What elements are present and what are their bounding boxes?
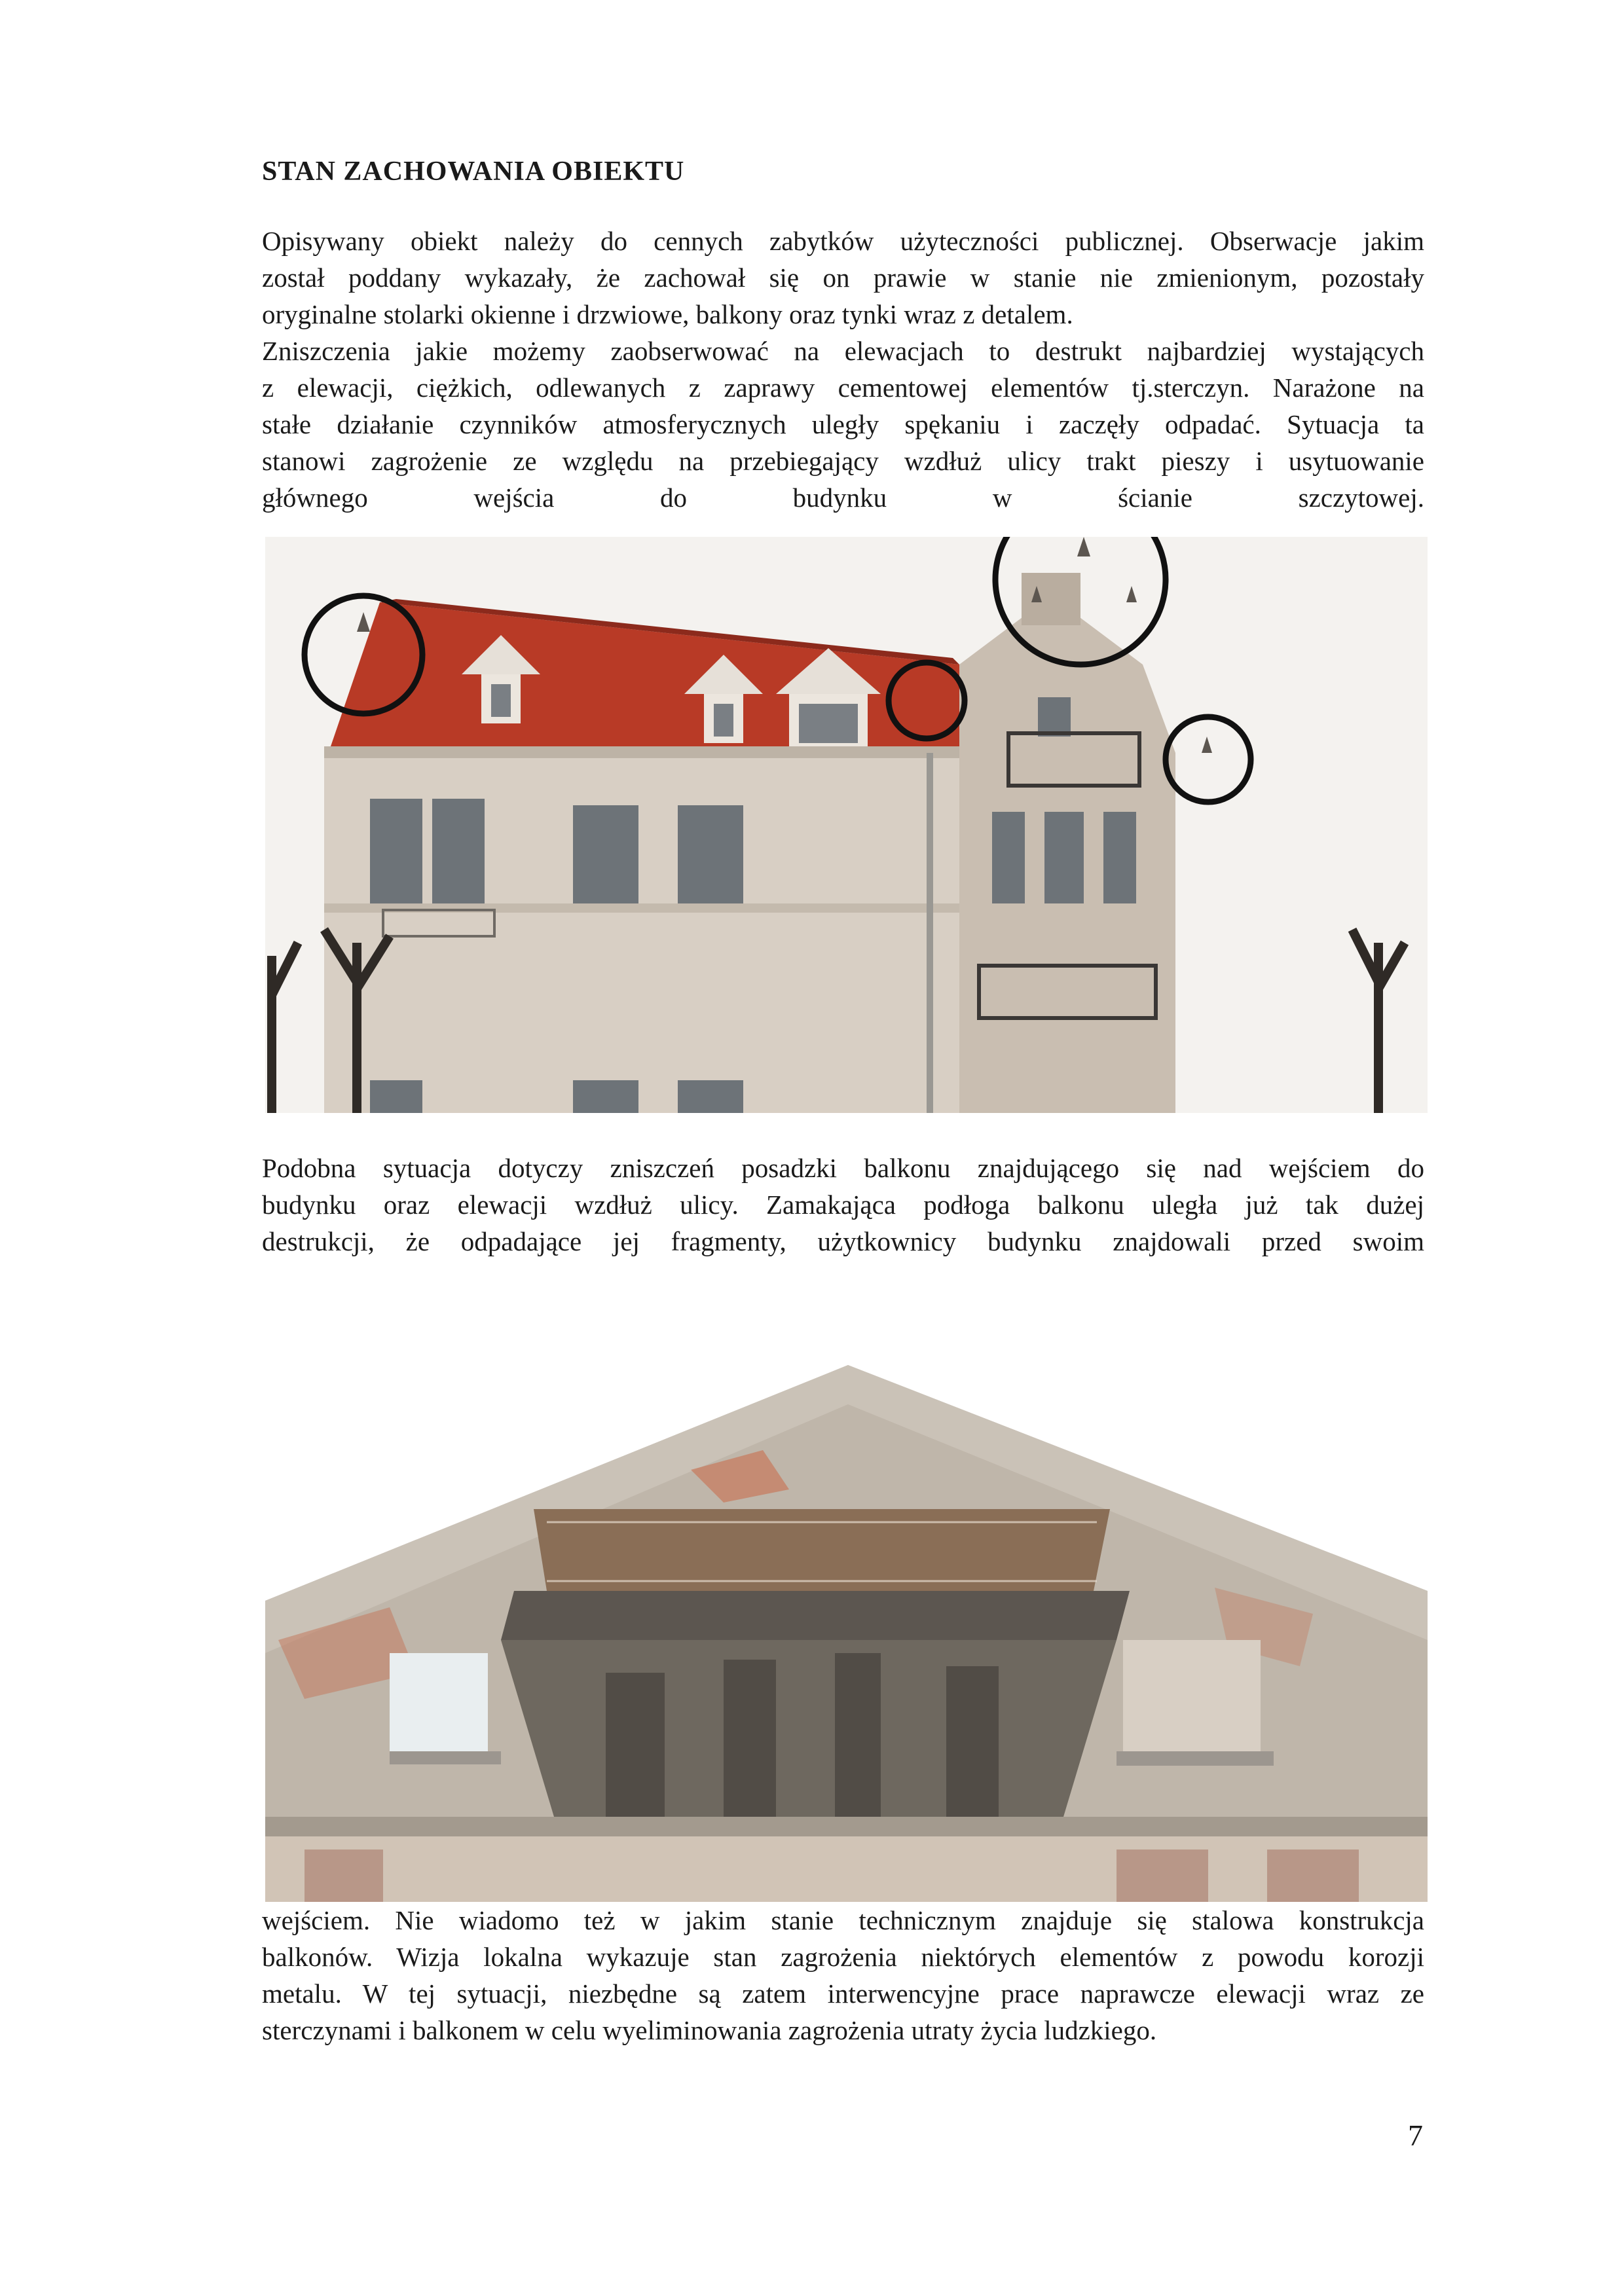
text-line: balkonów. Wizja lokalna wykazuje stan zagrożenia niektórych elementów z powodu korozji xyxy=(262,1942,1424,1972)
text-line: głównego wejścia do budynku w ścianie szczytowej. xyxy=(262,483,1424,513)
paragraph-balcony xyxy=(262,1150,1424,1260)
text-line: budynku oraz elewacji wzdłuż ulicy. Zamakająca podłoga balkonu uległa już tak dużej xyxy=(262,1190,1424,1220)
text-line: Podobna sytuacja dotyczy zniszczeń posadzki balkonu znajdującego się nad wejściem do xyxy=(262,1153,1424,1183)
paragraph-condition xyxy=(262,223,1424,516)
paragraph-conclusion xyxy=(262,1902,1424,2049)
text-line: wejściem. Nie wiadomo też w jakim stanie technicznym znajduje się stalowa konstrukcja xyxy=(262,1905,1424,1935)
page-number: 7 xyxy=(1408,2119,1423,2152)
section-heading: STAN ZACHOWANIA OBIEKTU xyxy=(262,156,685,187)
text-line: Opisywany obiekt należy do cennych zabytków użyteczności publicznej. Obserwacje jakim xyxy=(262,226,1424,256)
balcony-underside-photo xyxy=(265,1365,1428,1902)
text-line: stanowi zagrożenie ze względu na przebiegający wzdłuż ulicy trakt pieszy i usytuowanie xyxy=(262,446,1424,476)
text-line: Zniszczenia jakie możemy zaobserwować na elewacjach to destrukt najbardziej wystających xyxy=(262,336,1424,366)
text-line: sterczynami i balkonem w celu wyeliminowania zagrożenia utraty życia ludzkiego. xyxy=(262,2015,1157,2045)
text-line: stałe działanie czynników atmosferycznych uległy spękaniu i zaczęły odpadać. Sytuacja ta xyxy=(262,409,1424,439)
text-line: z elewacji, ciężkich, odlewanych z zaprawy cementowej elementów tj.sterczyn. Narażone na xyxy=(262,373,1424,403)
text-line: metalu. W tej sytuacji, niezbędne są zatem interwencyjne prace naprawcze elewacji wraz ze xyxy=(262,1978,1424,2009)
building-facade-photo xyxy=(265,537,1428,1113)
text-line: oryginalne stolarki okienne i drzwiowe, balkony oraz tynki wraz z detalem. xyxy=(262,299,1073,329)
text-line: został poddany wykazały, że zachował się on prawie w stanie nie zmienionym, pozostały xyxy=(262,263,1424,293)
text-line: destrukcji, że odpadające jej fragmenty, użytkownicy budynku znajdowali przed swoim xyxy=(262,1226,1424,1256)
